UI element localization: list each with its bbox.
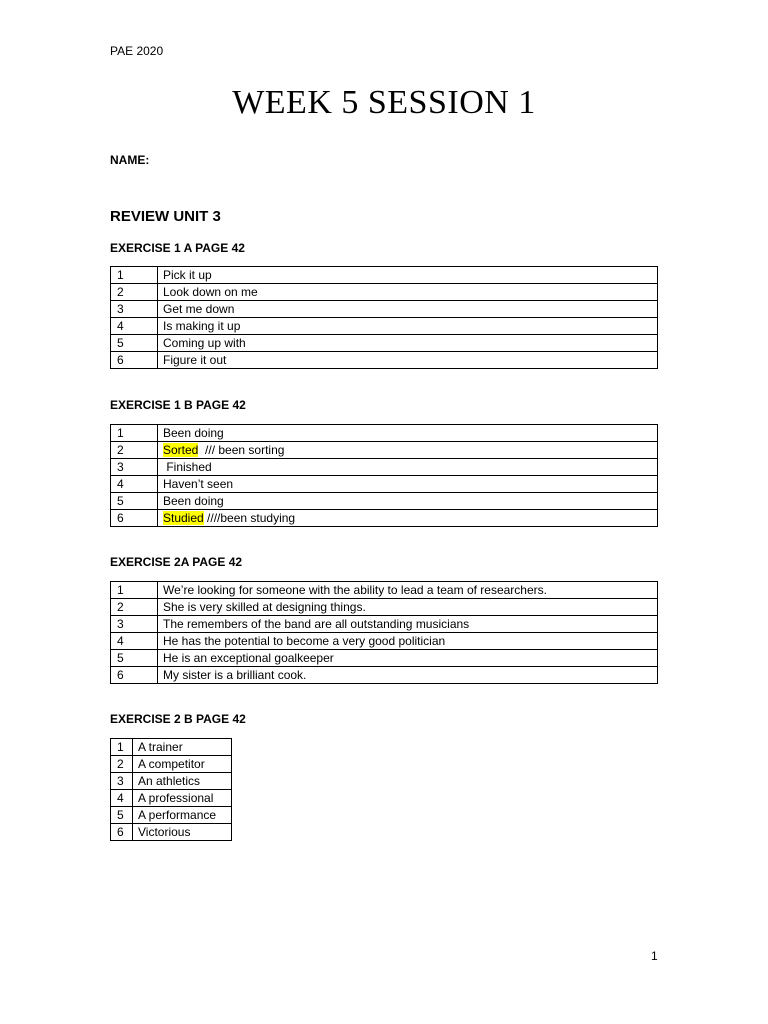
row-answer: Look down on me — [158, 284, 658, 301]
answer-table — [110, 424, 658, 527]
row-number: 6 — [111, 352, 158, 369]
table-row — [111, 442, 658, 459]
table-row — [111, 616, 658, 633]
row-answer-cell — [158, 442, 658, 459]
answer-table — [110, 266, 658, 369]
row-number: 1 — [111, 582, 158, 599]
row-number: 5 — [111, 807, 133, 824]
row-answer: The remembers of the band are all outstanding musicians — [158, 616, 658, 633]
row-number: 4 — [111, 790, 133, 807]
row-answer: Figure it out — [158, 352, 658, 369]
row-answer: A trainer — [133, 739, 232, 756]
table-row — [111, 650, 658, 667]
table-row — [111, 459, 658, 476]
row-number: 6 — [111, 510, 158, 527]
page-number: 1 — [651, 949, 658, 963]
row-answer: Victorious — [133, 824, 232, 841]
exercise-title: EXERCISE 2 B PAGE 42 — [110, 712, 246, 726]
name-label: NAME: — [110, 153, 150, 167]
table-row — [111, 425, 658, 442]
row-number: 5 — [111, 493, 158, 510]
row-number: 2 — [111, 756, 133, 773]
answer-table — [110, 738, 232, 841]
row-answer: A competitor — [133, 756, 232, 773]
row-answer: A professional — [133, 790, 232, 807]
row-number: 6 — [111, 824, 133, 841]
table-row — [111, 790, 232, 807]
row-answer: /// been sorting — [198, 442, 285, 457]
table-row — [111, 667, 658, 684]
row-number: 1 — [111, 739, 133, 756]
row-number: 4 — [111, 476, 158, 493]
highlighted-answer: Sorted — [163, 442, 199, 457]
exercise-title: EXERCISE 1 A PAGE 42 — [110, 241, 245, 255]
table-row — [111, 633, 658, 650]
row-number: 3 — [111, 773, 133, 790]
table-row — [111, 773, 232, 790]
table-row — [111, 599, 658, 616]
table-row — [111, 284, 658, 301]
table-row — [111, 335, 658, 352]
row-answer: Pick it up — [158, 267, 658, 284]
page-title: WEEK 5 SESSION 1 — [232, 84, 536, 121]
row-answer: He is an exceptional goalkeeper — [158, 650, 658, 667]
row-answer: A performance — [133, 807, 232, 824]
row-number: 1 — [111, 267, 158, 284]
row-answer: He has the potential to become a very good politician — [158, 633, 658, 650]
table-row — [111, 318, 658, 335]
answer-table — [110, 581, 658, 684]
table-row — [111, 493, 658, 510]
row-answer-cell — [158, 510, 658, 527]
table-row — [111, 807, 232, 824]
table-row — [111, 756, 232, 773]
row-answer: Coming up with — [158, 335, 658, 352]
section-title: REVIEW UNIT 3 — [110, 208, 221, 225]
row-answer: Been doing — [158, 493, 658, 510]
table-row — [111, 352, 658, 369]
table-row — [111, 510, 658, 527]
row-answer: We’re looking for someone with the ability to lead a team of researchers. — [158, 582, 658, 599]
row-number: 2 — [111, 442, 158, 459]
row-answer: Finished — [158, 459, 658, 476]
row-number: 3 — [111, 301, 158, 318]
table-row — [111, 301, 658, 318]
row-answer: Been doing — [158, 425, 658, 442]
row-answer: Get me down — [158, 301, 658, 318]
row-number: 2 — [111, 284, 158, 301]
table-row — [111, 476, 658, 493]
row-answer: An athletics — [133, 773, 232, 790]
row-number: 6 — [111, 667, 158, 684]
document-header: PAE 2020 — [110, 44, 164, 58]
exercise-title: EXERCISE 1 B PAGE 42 — [110, 398, 246, 412]
row-number: 4 — [111, 318, 158, 335]
table-row — [111, 582, 658, 599]
row-number: 2 — [111, 599, 158, 616]
row-number: 4 — [111, 633, 158, 650]
row-answer: Is making it up — [158, 318, 658, 335]
exercise-title: EXERCISE 2A PAGE 42 — [110, 555, 243, 569]
row-number: 3 — [111, 616, 158, 633]
row-number: 5 — [111, 335, 158, 352]
row-number: 3 — [111, 459, 158, 476]
row-answer: She is very skilled at designing things. — [158, 599, 658, 616]
row-number: 1 — [111, 425, 158, 442]
row-answer: Haven’t seen — [158, 476, 658, 493]
table-row — [111, 824, 232, 841]
table-row — [111, 739, 232, 756]
row-answer: My sister is a brilliant cook. — [158, 667, 658, 684]
highlighted-answer: Studied — [163, 510, 204, 525]
row-answer: ////been studying — [203, 510, 296, 525]
row-number: 5 — [111, 650, 158, 667]
table-row — [111, 267, 658, 284]
